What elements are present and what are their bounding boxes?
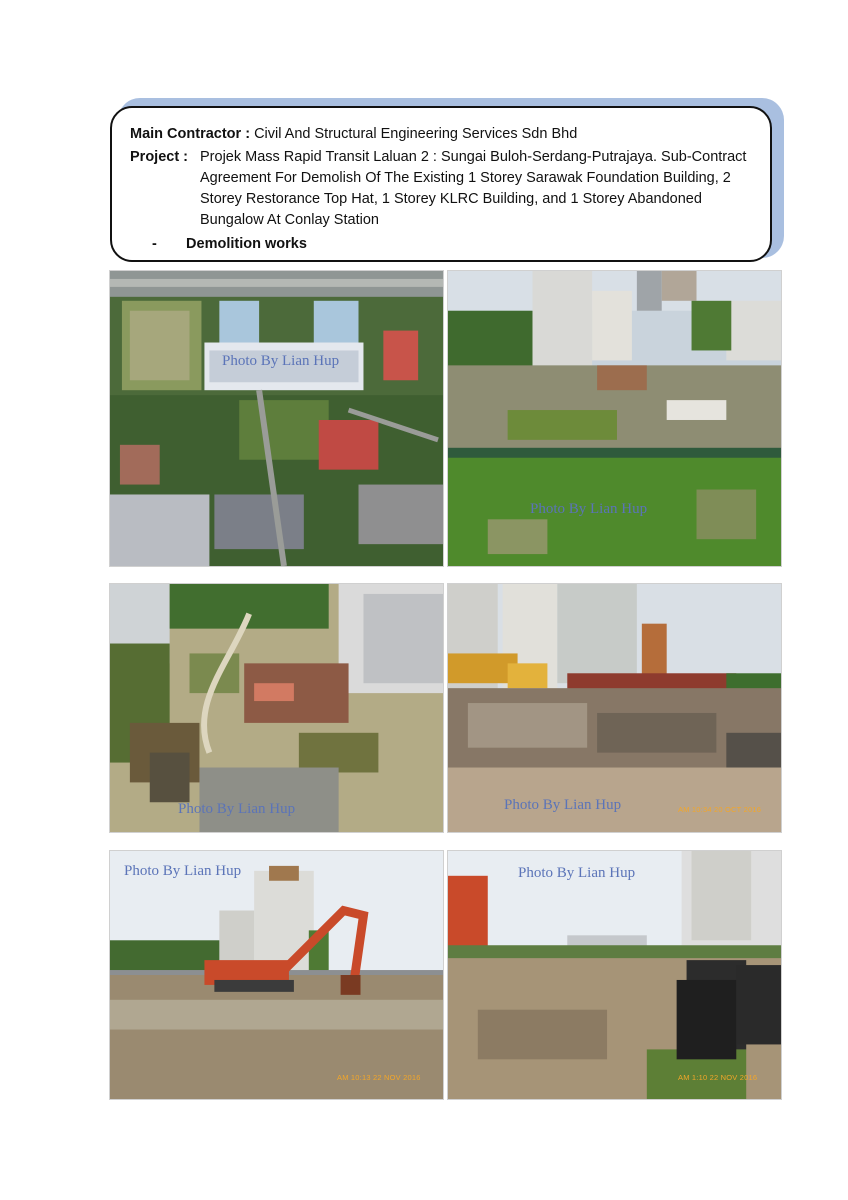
date-stamp: AM 1:10 22 NOV 2016 (678, 1073, 758, 1082)
photo-watermark: Photo By Lian Hup (124, 863, 242, 879)
photo-watermark: Photo By Lian Hup (222, 353, 340, 369)
project-line (130, 147, 760, 231)
aerial-image (110, 271, 443, 566)
photo-site-overview-fenced (447, 270, 782, 567)
contractor-value: Civil And Structural Engineering Services Sdn Bhd (254, 126, 578, 142)
site-overview-image (448, 271, 781, 566)
works-label: Demolition works (186, 236, 307, 252)
works-line (152, 234, 307, 255)
photo-aerial-top-view (109, 270, 444, 567)
bungalow-image (110, 584, 443, 832)
bins-image (448, 851, 781, 1099)
date-stamp: AM 10:13 22 NOV 2016 (337, 1073, 421, 1082)
photo-watermark: Photo By Lian Hup (518, 865, 636, 881)
photo-demolition-debris (447, 583, 782, 833)
photo-watermark: Photo By Lian Hup (178, 801, 296, 817)
photo-watermark: Photo By Lian Hup (504, 797, 622, 813)
contractor-line (130, 124, 577, 145)
project-header (110, 106, 772, 262)
debris-image (448, 584, 781, 832)
project-label: Project : (130, 149, 189, 165)
photo-cleared-site-bins (447, 850, 782, 1100)
photo-excavator-cleared-site (109, 850, 444, 1100)
excavator-image (110, 851, 443, 1099)
bullet-dash: - (152, 236, 157, 252)
photo-bungalow-aerial (109, 583, 444, 833)
project-value: Projek Mass Rapid Transit Laluan 2 : Sungai Buloh-Serdang-Putrajaya. Sub-Contract Agreement For Demolish Of The Existing 1 Storey Sarawak Foundation Building, 2 Storey Restorance Top Hat, 1 Storey KLRC Building, and 1 Storey Abandoned Bungalow At Conlay Station (200, 149, 747, 228)
photo-watermark: Photo By Lian Hup (530, 501, 648, 517)
date-stamp: AM 10:34 20 OCT 2016 (678, 805, 762, 814)
contractor-label: Main Contractor : (130, 126, 251, 142)
